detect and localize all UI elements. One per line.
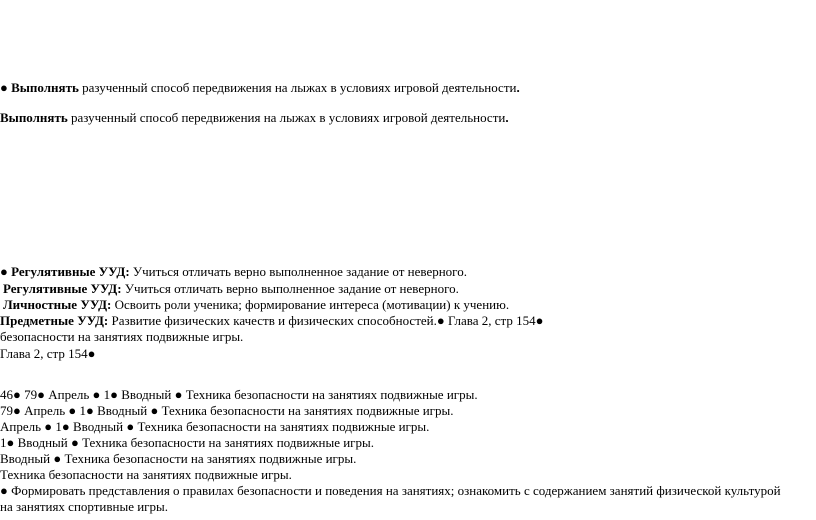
uud-label: Регулятивные УУД: (11, 264, 130, 279)
personal-uud-line (3, 297, 509, 313)
uud-text: Учиться отличать верно выполненное задание от неверного. (129, 264, 467, 279)
bullet-icon: ● (6, 435, 15, 450)
lesson-number-2: 79 (20, 387, 38, 402)
bullet-icon: ● (13, 387, 21, 402)
uud-text: Учиться отличать верно выполненное задание от неверного. (121, 281, 459, 296)
subject-uud-line (0, 313, 543, 329)
uud-label: Регулятивные УУД: (3, 281, 122, 296)
lesson-row-4 (0, 435, 374, 451)
bullet-icon: ● (535, 313, 544, 328)
formation-text: Формировать представления о правилах безопасности и поведения на занятиях; ознакомить с содержанием занятий физической культурой (7, 483, 781, 498)
goal-end: . (505, 110, 509, 125)
goal-text: разученный способ передвижения на лыжах в условиях игровой деятельности (67, 110, 506, 125)
lesson-hours: 1 (76, 403, 86, 418)
lesson-number-2: 79 (0, 403, 13, 418)
lesson-row-1 (0, 387, 478, 403)
chapter-line (0, 346, 96, 362)
lesson-topic: Техника безопасности на занятиях подвижные игры. (134, 419, 430, 434)
safety-text: безопасности на занятиях подвижные игры. (0, 329, 244, 344)
regulative-uud-line-1 (0, 264, 467, 280)
bullet-icon: ● (13, 403, 21, 418)
bullet-icon: ● (0, 483, 8, 498)
lesson-type: Вводный (69, 419, 127, 434)
regulative-uud-line-2 (3, 281, 459, 297)
lesson-month: Апрель (20, 403, 69, 418)
formation-line-1 (0, 483, 781, 499)
lesson-hours: 1 (52, 419, 62, 434)
lesson-month: Апрель (0, 419, 45, 434)
bullet-icon: ● (174, 387, 183, 402)
bullet-icon: ● (92, 387, 101, 402)
lesson-row-5 (0, 451, 356, 467)
lesson-hours: 1 (0, 435, 7, 450)
bullet-icon: ● (44, 419, 53, 434)
lesson-topic: Техника безопасности на занятиях подвижные игры. (158, 403, 454, 418)
bullet-icon: ● (53, 451, 62, 466)
lesson-month: Апрель (44, 387, 93, 402)
lesson-topic: Техника безопасности на занятиях подвижные игры. (78, 435, 374, 450)
lesson-row-3 (0, 419, 429, 435)
bullet-icon: ● (150, 403, 159, 418)
uud-text: Развитие физических качеств и физических способностей. (108, 313, 437, 328)
goal-verb: Выполнять (11, 80, 79, 95)
lesson-row-2 (0, 403, 454, 419)
lesson-type: Вводный (93, 403, 151, 418)
chapter-ref: Глава 2, стр 154 (0, 346, 88, 361)
lesson-type: Вводный (117, 387, 175, 402)
goal-line-1 (0, 80, 520, 96)
bullet-icon: ● (126, 419, 135, 434)
lesson-topic: Техника безопасности на занятиях подвижные игры. (0, 467, 292, 482)
lesson-type: Вводный (14, 435, 71, 450)
goal-text: разученный способ передвижения на лыжах в условиях игровой деятельности (78, 80, 517, 95)
bullet-icon: ● (37, 387, 45, 402)
uud-label: Предметные УУД: (0, 313, 109, 328)
uud-text: Освоить роли ученика; формирование интереса (мотивации) к учению. (111, 297, 510, 312)
lesson-row-6 (0, 467, 292, 483)
lesson-type: Вводный (0, 451, 54, 466)
bullet-icon: ● (436, 313, 445, 328)
chapter-ref: Глава 2, стр 154 (444, 313, 536, 328)
lesson-topic: Техника безопасности на занятиях подвижные игры. (182, 387, 478, 402)
bullet-icon: ● (0, 264, 8, 279)
bullet-icon: ● (87, 346, 96, 361)
formation-text: на занятиях спортивные игры. (0, 499, 169, 514)
goal-verb: Выполнять (0, 110, 68, 125)
goal-line-2 (0, 110, 509, 126)
bullet-icon: ● (70, 435, 79, 450)
lesson-hours: 1 (100, 387, 111, 402)
bullet-icon: ● (0, 80, 8, 95)
bullet-icon: ● (68, 403, 77, 418)
bullet-icon: ● (110, 387, 118, 402)
safety-line (0, 329, 243, 345)
uud-label: Личностные УУД: (3, 297, 112, 312)
bullet-icon: ● (61, 419, 70, 434)
lesson-number: 46 (0, 387, 13, 402)
bullet-icon: ● (86, 403, 94, 418)
goal-end: . (516, 80, 520, 95)
lesson-topic: Техника безопасности на занятиях подвижные игры. (61, 451, 357, 466)
formation-line-2 (0, 499, 168, 515)
